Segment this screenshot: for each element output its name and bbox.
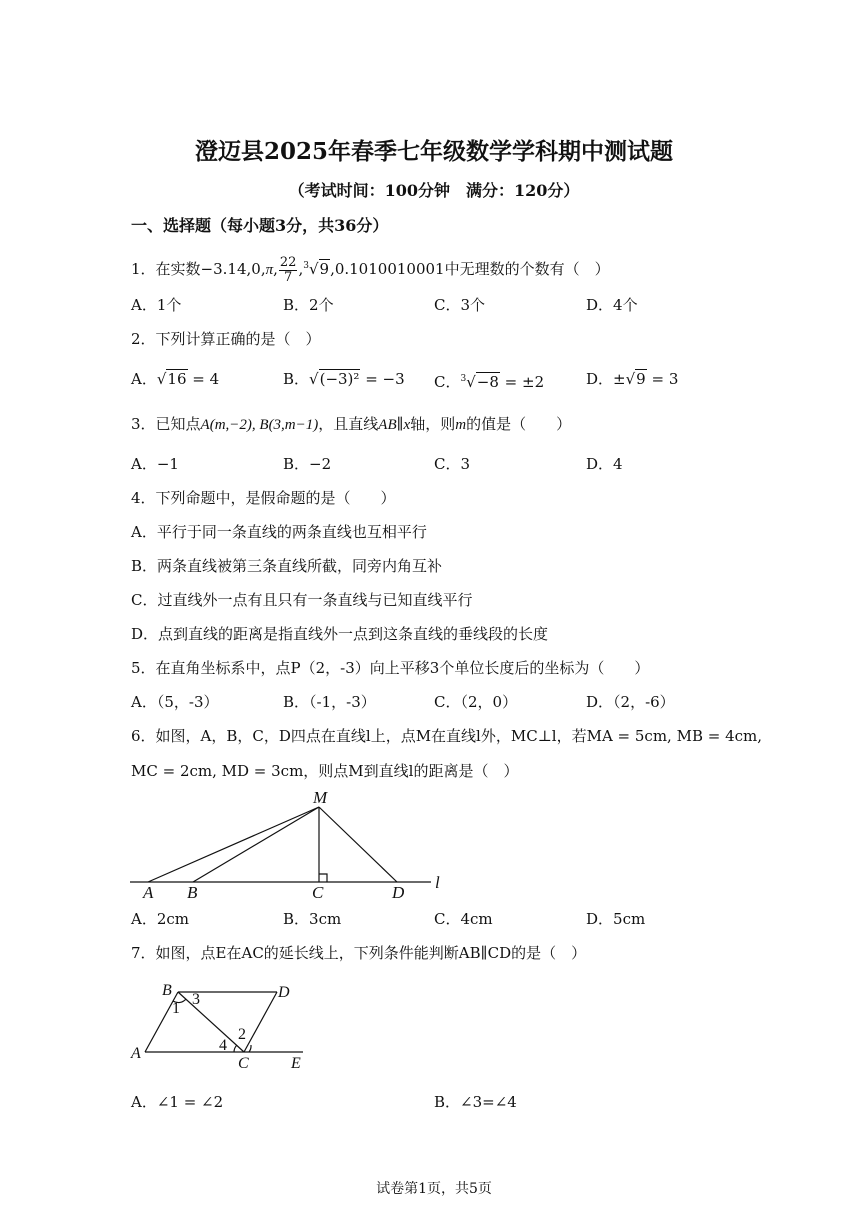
segment-ma [148, 807, 319, 882]
question-1-stem: 1．在实数−3.14,0,π, $\frac{22}{7}$ ,$^3$√9,0.1010010001中无理数的个数有（ ） [131, 254, 610, 285]
q2-option-c: C．$^3$√−8 = ±2 [434, 373, 545, 391]
q7-option-a: A．∠1 = ∠2 [131, 1093, 224, 1111]
q6-figure [125, 785, 455, 905]
q3-option-c: C．3 [434, 455, 471, 473]
q5-option-d: D．（2，-6） [586, 693, 675, 711]
label-d: D [392, 883, 405, 902]
q4-option-c: C．过直线外一点有且只有一条直线与已知直线平行 [131, 591, 473, 609]
segment-md [319, 807, 397, 882]
label-l: l [435, 873, 440, 892]
label-e: E [291, 1055, 301, 1072]
q5-option-c: C．（2，0） [434, 693, 518, 711]
q6-option-a: A．2cm [131, 910, 190, 928]
q7-figure [125, 975, 325, 1075]
q2-option-d: D．±√9 = 3 [586, 370, 679, 388]
q3-option-b: B．−2 [283, 455, 332, 473]
angle-arc-2 [249, 1045, 251, 1052]
q6-option-d: D．5cm [586, 910, 646, 928]
q1-option-d: D．4个 [586, 296, 638, 314]
label-a: A [143, 883, 154, 902]
q6-option-c: C．4cm [434, 910, 493, 928]
question-7-stem: 7．如图，点E在AC的延长线上，下列条件能判断AB∥CD的是（ ） [131, 944, 587, 962]
label-c: C [238, 1055, 249, 1072]
q7-option-b: B．∠3=∠4 [434, 1093, 517, 1111]
q3-option-a: A．−1 [131, 455, 179, 473]
exam-info: （考试时间：100分钟 满分：120分） [288, 181, 580, 200]
question-2-stem: 2．下列计算正确的是（ ） [131, 330, 321, 348]
section-heading: 一、选择题（每小题3分，共36分） [131, 216, 389, 235]
q1-option-c: C．3个 [434, 296, 486, 314]
segment-bc [178, 992, 244, 1052]
label-a: A [131, 1045, 141, 1062]
angle-label-4: 4 [219, 1037, 227, 1054]
q4-option-b: B．两条直线被第三条直线所截，同旁内角互补 [131, 557, 443, 575]
q4-option-d: D．点到直线的距离是指直线外一点到这条直线的垂线段的长度 [131, 625, 549, 643]
segment-mb [193, 807, 319, 882]
question-6-stem-line1: 6．如图，A，B，C，D四点在直线l上，点M在直线l外，MC⊥l，若MA = 5cm, MB = 4cm, [131, 727, 763, 745]
q5-option-a: A．（5，-3） [131, 693, 219, 711]
angle-arc-4 [234, 1045, 237, 1052]
label-m: M [313, 788, 328, 807]
label-c: C [312, 883, 324, 902]
angle-label-3: 3 [192, 991, 200, 1008]
question-4-stem: 4．下列命题中，是假命题的是（ ） [131, 489, 396, 507]
q6-option-b: B．3cm [283, 910, 342, 928]
question-5-stem: 5．在直角坐标系中，点P（2，-3）向上平移3个单位长度后的坐标为（ ） [131, 659, 650, 677]
q5-option-b: B．（-1，-3） [283, 693, 376, 711]
question-3-stem: 3．已知点A(m,−2), B(3,m−1)，且直线AB∥x轴，则m的值是（ ） [131, 415, 572, 433]
label-b: B [162, 982, 172, 999]
fraction: $\frac{22}{7}$ [279, 254, 297, 285]
angle-label-1: 1 [172, 1000, 180, 1017]
q3-option-d: D．4 [586, 455, 623, 473]
page-footer: 试卷第1页，共5页 [376, 1181, 492, 1197]
q4-option-a: A．平行于同一条直线的两条直线也互相平行 [131, 523, 427, 541]
right-angle-mark [319, 874, 327, 882]
page-title: 澄迈县2025年春季七年级数学学科期中测试题 [194, 138, 673, 165]
q2-option-b: B．√(−3)² = −3 [283, 370, 405, 388]
label-b: B [187, 883, 198, 902]
angle-label-2: 2 [238, 1026, 246, 1043]
label-d: D [278, 984, 290, 1001]
q1-option-a: A．1个 [131, 296, 182, 314]
q2-option-a: A．√16 = 4 [131, 370, 220, 388]
segment-cd [244, 992, 277, 1052]
question-6-stem-line2: MC = 2cm, MD = 3cm，则点M到直线l的距离是（ ） [131, 762, 519, 780]
q1-option-b: B．2个 [283, 296, 334, 314]
